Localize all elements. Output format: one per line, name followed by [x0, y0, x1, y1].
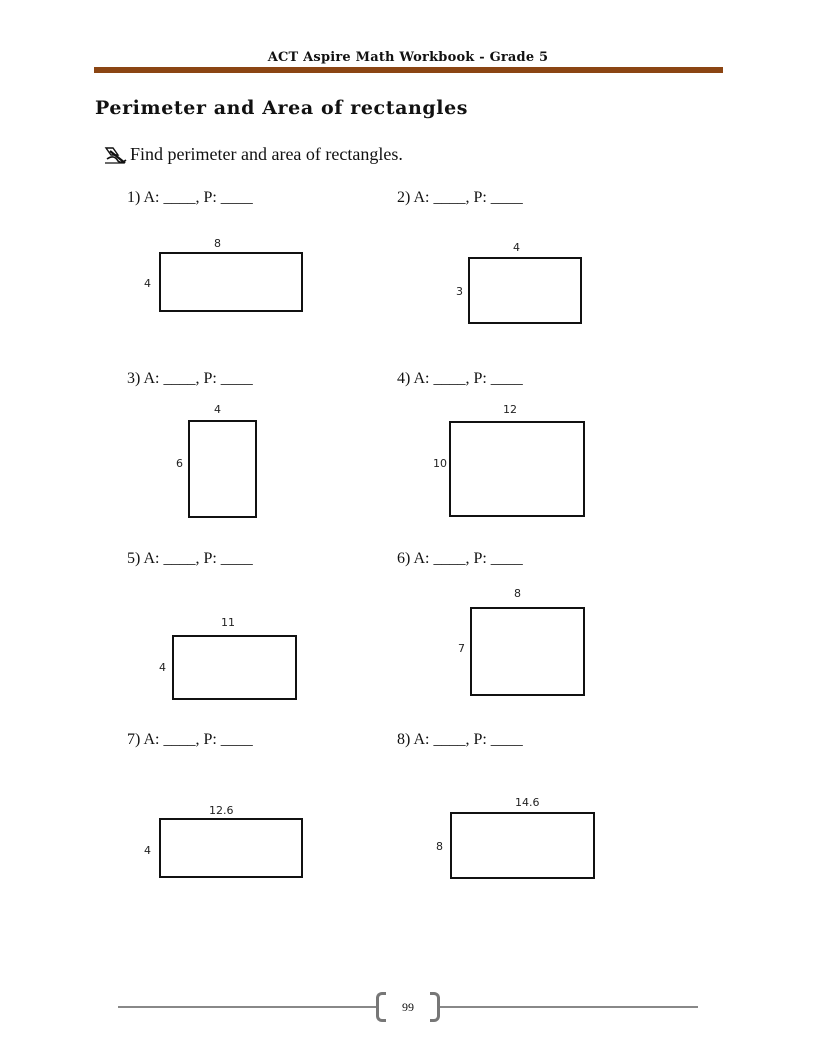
- width-label: 8: [514, 587, 521, 600]
- rectangle: [159, 252, 303, 312]
- header-rule: [94, 67, 723, 73]
- header-title: ACT Aspire Math Workbook - Grade 5: [267, 50, 549, 65]
- pencil-writing-icon: [104, 145, 128, 165]
- instruction: [104, 144, 403, 165]
- problem-label: 6) A: ____, P: ____: [397, 550, 523, 567]
- instruction-text: Find perimeter and area of rectangles.: [130, 144, 403, 164]
- footer-rule-left: [118, 1006, 376, 1008]
- problem-label: 3) A: ____, P: ____: [127, 370, 253, 387]
- rectangle: [172, 635, 297, 700]
- rectangle: [470, 607, 585, 696]
- height-label: 6: [176, 457, 183, 470]
- problem-label: 4) A: ____, P: ____: [397, 370, 523, 387]
- width-label: 12: [503, 403, 517, 416]
- height-label: 4: [144, 277, 151, 290]
- rectangle: [159, 818, 303, 878]
- problem-label: 7) A: ____, P: ____: [127, 731, 253, 748]
- width-label: 12.6: [209, 804, 234, 817]
- width-label: 8: [214, 237, 221, 250]
- height-label: 8: [436, 840, 443, 853]
- width-label: 14.6: [515, 796, 540, 809]
- width-label: 4: [513, 241, 520, 254]
- rectangle: [188, 420, 257, 518]
- height-label: 4: [144, 844, 151, 857]
- problem-label: 2) A: ____, P: ____: [397, 189, 523, 206]
- footer-rule-right: [440, 1006, 698, 1008]
- page-number: 99: [402, 1000, 414, 1014]
- height-label: 7: [458, 642, 465, 655]
- footer-bracket-right: [430, 992, 440, 1022]
- rectangle: [468, 257, 582, 324]
- section-title: Perimeter and Area of rectangles: [95, 97, 469, 119]
- height-label: 10: [433, 457, 447, 470]
- problem-label: 5) A: ____, P: ____: [127, 550, 253, 567]
- width-label: 4: [214, 403, 221, 416]
- rectangle: [450, 812, 595, 879]
- problem-label: 1) A: ____, P: ____: [127, 189, 253, 206]
- width-label: 11: [221, 616, 235, 629]
- rectangle: [449, 421, 585, 517]
- footer-bracket-left: [376, 992, 386, 1022]
- height-label: 3: [456, 285, 463, 298]
- height-label: 4: [159, 661, 166, 674]
- problem-label: 8) A: ____, P: ____: [397, 731, 523, 748]
